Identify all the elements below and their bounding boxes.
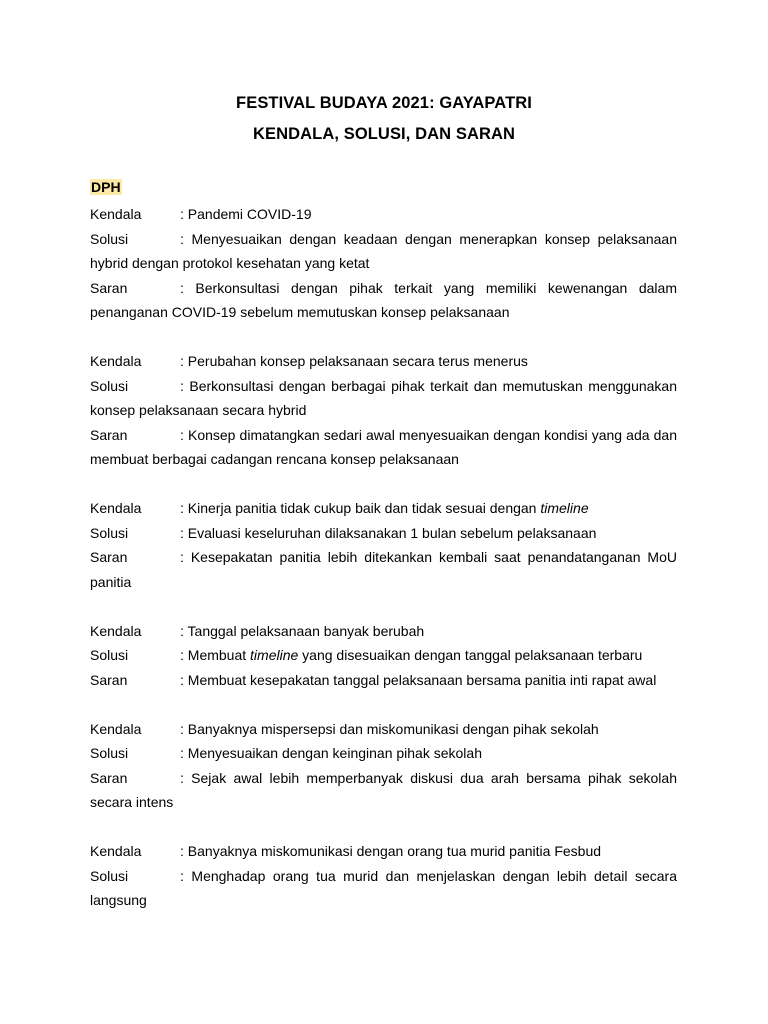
row-text: : Evaluasi keseluruhan dilaksanakan 1 bulan sebelum pelaksanaan bbox=[180, 524, 597, 541]
section-heading-dph: DPH bbox=[91, 179, 121, 195]
row-text-part: : Membuat bbox=[180, 647, 251, 663]
row-text: : Banyaknya mispersepsi dan miskomunikasi dengan pihak sekolah bbox=[180, 720, 599, 737]
row-label: Saran bbox=[90, 426, 128, 443]
row-text bbox=[180, 500, 589, 516]
saran-row bbox=[90, 545, 677, 594]
document-body bbox=[90, 202, 677, 913]
row-label: Solusi bbox=[90, 230, 129, 247]
row-label: Solusi bbox=[90, 524, 129, 541]
row-label: Kendala bbox=[90, 843, 142, 859]
kendala-entry bbox=[90, 619, 677, 693]
row-text: : Pandemi COVID-19 bbox=[180, 206, 312, 222]
row-label: Saran bbox=[90, 549, 128, 565]
kendala-row bbox=[90, 619, 677, 644]
solusi-row bbox=[90, 864, 677, 913]
row-label: Saran bbox=[90, 671, 128, 688]
row-text: : Konsep dimatangkan sedari awal menyesuaikan dengan kondisi yang ada dan membuat berbagai cadangan rencana konsep pelaksanaan bbox=[90, 426, 677, 467]
row-text: : Sejak awal lebih memperbanyak diskusi dua arah bersama pihak sekolah secara intens bbox=[90, 769, 677, 810]
solusi-row bbox=[90, 374, 677, 423]
kendala-row bbox=[90, 717, 677, 742]
solusi-row bbox=[90, 521, 677, 546]
row-text: : Perubahan konsep pelaksanaan secara terus menerus bbox=[180, 353, 528, 369]
row-text: : Kesepakatan panitia lebih ditekankan kembali saat penandatanganan MoU panitia bbox=[90, 549, 677, 590]
kendala-row bbox=[90, 202, 677, 227]
saran-row bbox=[90, 423, 677, 472]
row-label: Kendala bbox=[90, 500, 142, 516]
italic-term: timeline bbox=[540, 500, 589, 516]
row-label: Solusi bbox=[90, 867, 129, 884]
kendala-entry bbox=[90, 717, 677, 815]
saran-row bbox=[90, 766, 677, 815]
kendala-entry bbox=[90, 496, 677, 594]
row-text: : Berkonsultasi dengan pihak terkait yang memiliki kewenangan dalam penanganan COVID-19 sebelum memutuskan konsep pelaksanaan bbox=[90, 279, 677, 320]
row-label: Solusi bbox=[90, 745, 129, 761]
kendala-entry bbox=[90, 349, 677, 472]
row-label: Kendala bbox=[90, 353, 142, 369]
row-text: : Menyesuaikan dengan keadaan dengan menerapkan konsep pelaksanaan hybrid dengan protokol kesehatan yang ketat bbox=[90, 230, 677, 271]
row-text: : Membuat kesepakatan tanggal pelaksanaan bersama panitia inti rapat awal bbox=[180, 671, 657, 688]
row-label: Kendala bbox=[90, 206, 142, 222]
row-text-part: : Kinerja panitia tidak cukup baik dan tidak sesuai dengan bbox=[180, 500, 541, 516]
row-label: Solusi bbox=[90, 377, 129, 394]
row-text bbox=[180, 647, 642, 663]
saran-row bbox=[90, 668, 677, 693]
row-text: : Menyesuaikan dengan keinginan pihak sekolah bbox=[180, 745, 482, 761]
row-label: Solusi bbox=[90, 647, 129, 663]
italic-term: timeline bbox=[250, 647, 299, 663]
saran-row bbox=[90, 276, 677, 325]
row-text: : Banyaknya miskomunikasi dengan orang tua murid panitia Fesbud bbox=[180, 843, 602, 859]
kendala-row bbox=[90, 349, 677, 374]
document-subtitle: KENDALA, SOLUSI, DAN SARAN bbox=[252, 125, 516, 143]
solusi-row bbox=[90, 227, 677, 276]
kendala-entry bbox=[90, 839, 677, 913]
row-text: : Tanggal pelaksanaan banyak berubah bbox=[180, 622, 425, 639]
kendala-entry bbox=[90, 202, 677, 325]
row-label: Saran bbox=[90, 279, 128, 296]
row-text: : Menghadap orang tua murid dan menjelaskan dengan lebih detail secara langsung bbox=[90, 867, 677, 908]
kendala-row bbox=[90, 496, 677, 521]
solusi-row bbox=[90, 741, 677, 766]
kendala-row bbox=[90, 839, 677, 864]
document-title: FESTIVAL BUDAYA 2021: GAYAPATRI bbox=[236, 94, 532, 112]
row-label: Kendala bbox=[90, 622, 142, 639]
row-label: Kendala bbox=[90, 720, 142, 737]
row-text-part: yang disesuaikan dengan tanggal pelaksanaan terbaru bbox=[298, 647, 643, 663]
solusi-row bbox=[90, 643, 677, 668]
row-label: Saran bbox=[90, 769, 128, 786]
row-text: : Berkonsultasi dengan berbagai pihak terkait dan memutuskan menggunakan konsep pelaksanaan secara hybrid bbox=[90, 377, 677, 418]
